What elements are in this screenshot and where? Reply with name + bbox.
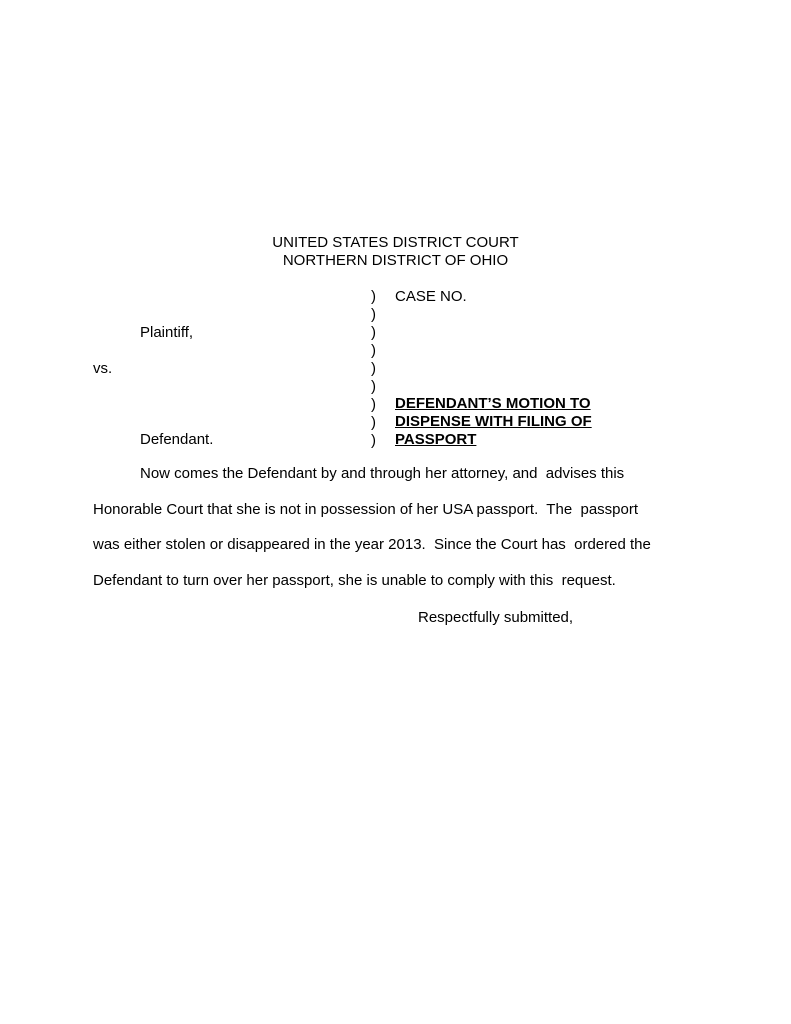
body-line: Defendant to turn over her passport, she is unable to comply with this request.: [93, 571, 616, 589]
motion-title: [395, 395, 592, 449]
plaintiff-label: Plaintiff,: [140, 324, 194, 341]
defendant-label: Defendant.: [140, 431, 214, 448]
caption-paren: ): [371, 432, 376, 449]
caption-paren: ): [371, 414, 376, 431]
caption-paren-column: [371, 288, 381, 450]
caption-paren: ): [371, 306, 376, 323]
caption-paren: ): [371, 396, 376, 413]
caption-paren: ): [371, 324, 376, 341]
versus-label: vs.: [93, 360, 113, 377]
caption-paren: ): [371, 342, 376, 359]
motion-title-line: DISPENSE WITH FILING OF: [395, 413, 592, 430]
motion-title-line: PASSPORT: [395, 431, 477, 448]
caption-paren: ): [371, 378, 376, 395]
motion-title-line: DEFENDANT’S MOTION TO: [395, 395, 591, 412]
case-number-label: CASE NO.: [395, 288, 467, 305]
court-district-line: NORTHERN DISTRICT OF OHIO: [282, 252, 509, 269]
court-name-line-1: UNITED STATES DISTRICT COURT: [272, 234, 519, 251]
caption-paren: ): [371, 288, 376, 305]
signoff-text: Respectfully submitted,: [418, 609, 574, 626]
caption-paren: ): [371, 360, 376, 377]
motion-body-paragraph: [93, 464, 693, 606]
body-line: was either stolen or disappeared in the year 2013. Since the Court has ordered the: [93, 536, 651, 554]
body-line: Honorable Court that she is not in possession of her USA passport. The passport: [93, 500, 639, 518]
body-line: Now comes the Defendant by and through her attorney, and advises this: [140, 465, 625, 482]
